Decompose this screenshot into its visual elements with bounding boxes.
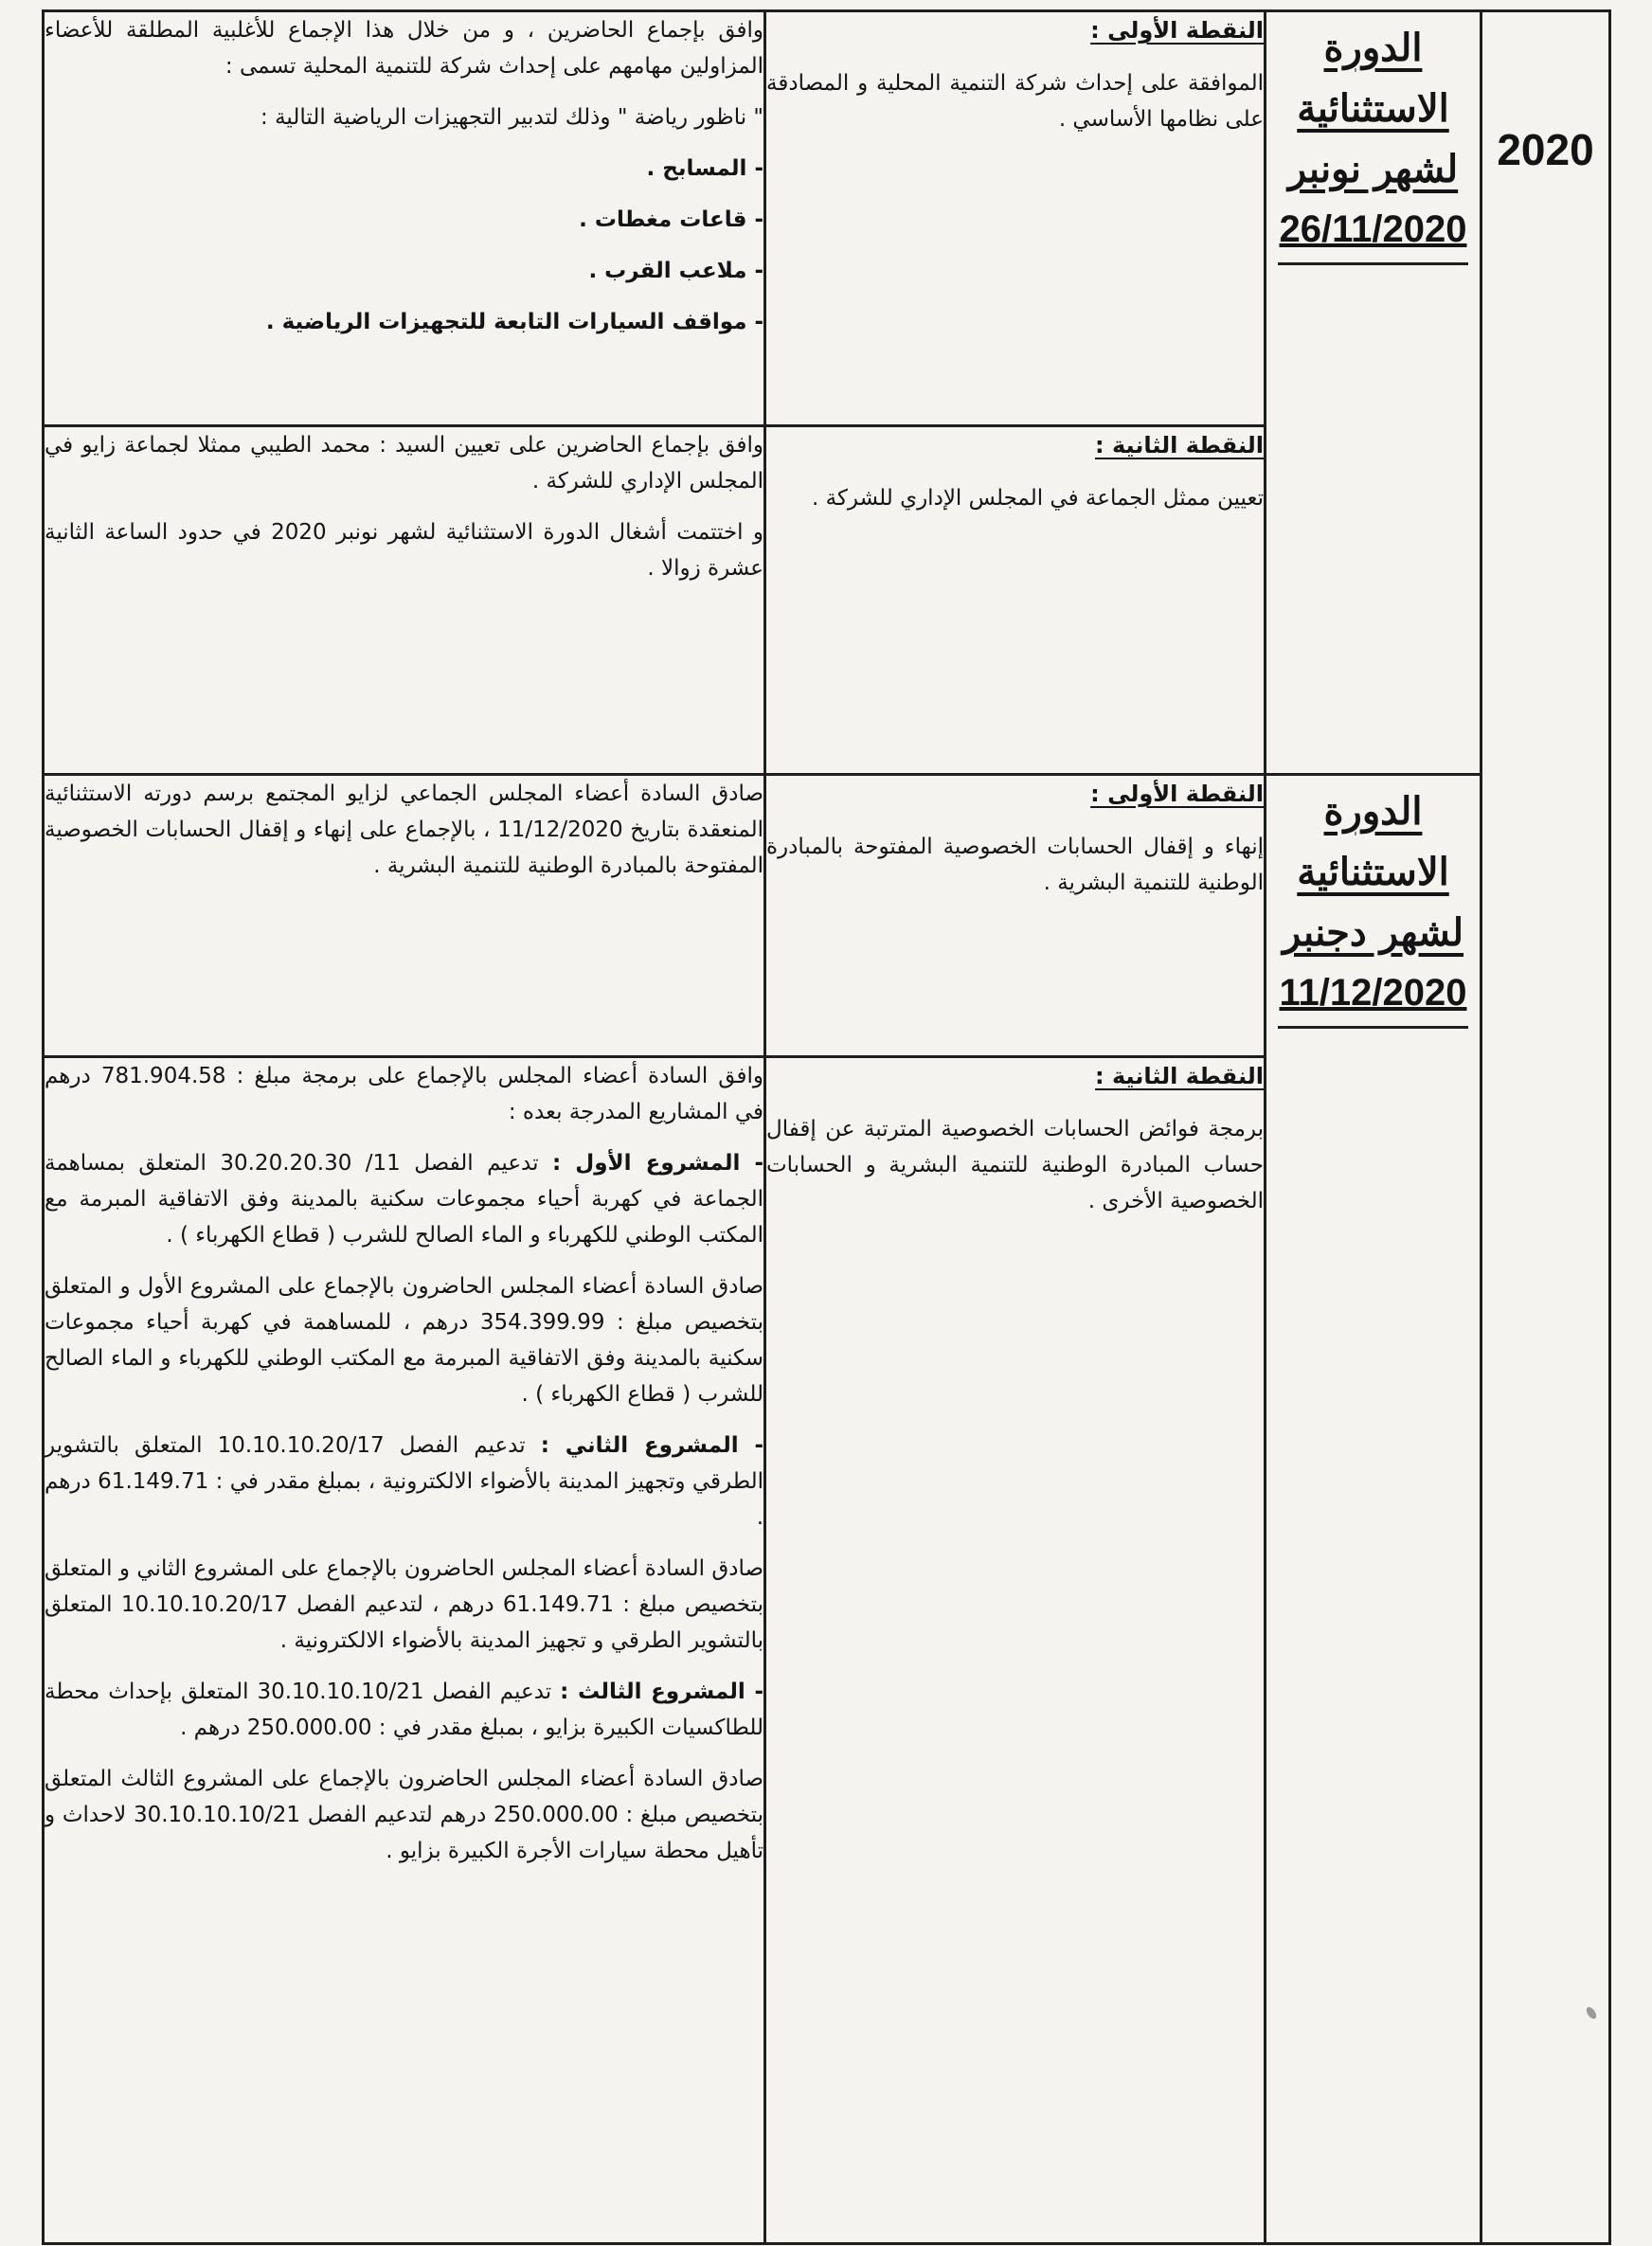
decision-cell (44, 11, 765, 426)
project-text: تدعيم الفصل 11/ 30.20.20.30 المتعلق بمساهمة الجماعة في كهربة أحياء مجموعات سكنية بالمدينة وفق الاتفاقية المبرمة مع المكتب الوطني للكهرباء و الماء الصالح للشرب ( قطاع الكهرباء ) . (45, 1151, 763, 1248)
session-title-line: لشهر دجنبر (1282, 910, 1464, 955)
point-subject: إنهاء و إقفال الحسابات الخصوصية المفتوحة بالمبادرة الوطنية للتنمية البشرية . (766, 835, 1264, 895)
agenda-point-cell (765, 1057, 1266, 2244)
session-title-line: الاستثنائية (1297, 86, 1449, 131)
decision-paragraph: صادق السادة أعضاء المجلس الجماعي لزايو المجتمع برسم دورته الاستثنائية المنعقدة بتاريخ 11/12/2020 ، بالإجماع على إنهاء و إقفال الحسابات الخصوصية المفتوحة بالمبادرة الوطنية للتنمية البشرية . (45, 782, 763, 878)
session-cell (1266, 775, 1481, 2244)
project-approval: صادق السادة أعضاء المجلس الحاضرون بالإجماع على المشروع الثاني و المتعلق بتخصيص مبلغ : 61.149.71 درهم ، لتدعيم الفصل 10.10.10.20/17 المتعلق بالتشوير الطرقي و تجهيز المدينة بالأضواء الالكترونية . (45, 1556, 763, 1653)
project-description (45, 1674, 763, 1746)
point-subject: تعيين ممثل الجماعة في المجلس الإداري للشركة . (812, 486, 1264, 511)
session-title-line: الدورة (1323, 789, 1423, 834)
decision-bullet: - مواقف السيارات التابعة للتجهيزات الرياضية . (265, 310, 763, 334)
decision-intro: وافق السادة أعضاء المجلس بالإجماع على برمجة مبلغ : 781.904.58 درهم في المشاريع المدرجة بعده : (45, 1064, 763, 1124)
project-label: - المشروع الثاني : (540, 1433, 763, 1458)
table-row (44, 11, 1610, 426)
point-heading: النقطة الأولى : (1090, 17, 1264, 44)
point-heading: النقطة الثانية : (1095, 1063, 1264, 1089)
decision-paragraph: " ناظور رياضة " وذلك لتدبير التجهيزات الرياضية التالية : (260, 105, 763, 130)
point-subject: الموافقة على إحداث شركة التنمية المحلية و المصادقة على نظامها الأساسي . (766, 71, 1264, 132)
decision-bullet: - ملاعب القرب . (588, 259, 763, 283)
decision-paragraph: و اختتمت أشغال الدورة الاستثنائية لشهر نونبر 2020 في حدود الساعة الثانية عشرة زوالا . (45, 520, 763, 581)
project-text: تدعيم الفصل 10.10.10.20/17 المتعلق بالتشوير الطرقي وتجهيز المدينة بالأضواء الالكترونية ، بمبلغ مقدر في : 61.149.71 درهم . (45, 1433, 763, 1530)
project-label: - المشروع الثالث : (560, 1680, 763, 1704)
point-heading: النقطة الثانية : (1095, 432, 1264, 458)
point-subject: برمجة فوائض الحسابات الخصوصية المترتبة عن إقفال حساب المبادرة الوطنية للتنمية البشرية و الحسابات الخصوصية الأخرى . (766, 1117, 1264, 1213)
agenda-point-cell (765, 11, 1266, 426)
session-heading (1278, 18, 1468, 265)
project-description (45, 1428, 763, 1536)
project-text: تدعيم الفصل 30.10.10.10/21 المتعلق بإحداث محطة للطاكسيات الكبيرة بزايو ، بمبلغ مقدر في : 250.000.00 درهم . (45, 1680, 763, 1740)
agenda-point-cell (765, 426, 1266, 775)
council-minutes-table (42, 9, 1611, 2245)
agenda-point-cell (765, 775, 1266, 1057)
decision-bullet: - المسابح . (646, 156, 763, 181)
session-title-line: الاستثنائية (1297, 850, 1449, 894)
session-date: 11/12/2020 (1279, 972, 1467, 1014)
session-title-line: لشهر نونبر (1287, 147, 1459, 191)
session-title-line: الدورة (1323, 26, 1423, 70)
decision-cell (44, 426, 765, 775)
session-date: 26/11/2020 (1279, 208, 1467, 250)
project-approval: صادق السادة أعضاء المجلس الحاضرون بالإجماع على المشروع الأول و المتعلق بتخصيص مبلغ : 354.399.99 درهم ، للمساهمة في كهربة أحياء مجموعات سكنية بالمدينة وفق الاتفاقية المبرمة مع المكتب الوطني للكهرباء و الماء الصالح للشرب ( قطاع الكهرباء ) . (45, 1274, 763, 1407)
decision-bullet: - قاعات مغطات . (579, 207, 763, 232)
point-heading: النقطة الأولى : (1090, 781, 1264, 807)
decision-cell (44, 1057, 765, 2244)
project-label: - المشروع الأول : (551, 1151, 764, 1176)
project-approval: صادق السادة أعضاء المجلس الحاضرون بالإجماع على المشروع الثالث المتعلق بتخصيص مبلغ : 250.000.00 درهم لتدعيم الفصل 30.10.10.10/21 لاحداث و تأهيل محطة سيارات الأجرة الكبيرة بزايو . (45, 1767, 763, 1863)
decision-cell (44, 775, 765, 1057)
session-cell (1266, 11, 1481, 775)
project-description (45, 1145, 763, 1253)
decision-paragraph: وافق بإجماع الحاضرين ، و من خلال هذا الإجماع للأغلبية المطلقة للأعضاء المزاولين مهامهم على إحداث شركة للتنمية المحلية تسمى : (45, 18, 763, 79)
decision-paragraph: وافق بإجماع الحاضرين على تعيين السيد : محمد الطيبي ممثلا لجماعة زايو في المجلس الإداري للشركة . (45, 433, 763, 494)
table-row (44, 775, 1610, 1057)
year-cell (1481, 11, 1610, 2244)
session-heading (1278, 782, 1468, 1029)
year-label: 2020 (1497, 125, 1594, 174)
